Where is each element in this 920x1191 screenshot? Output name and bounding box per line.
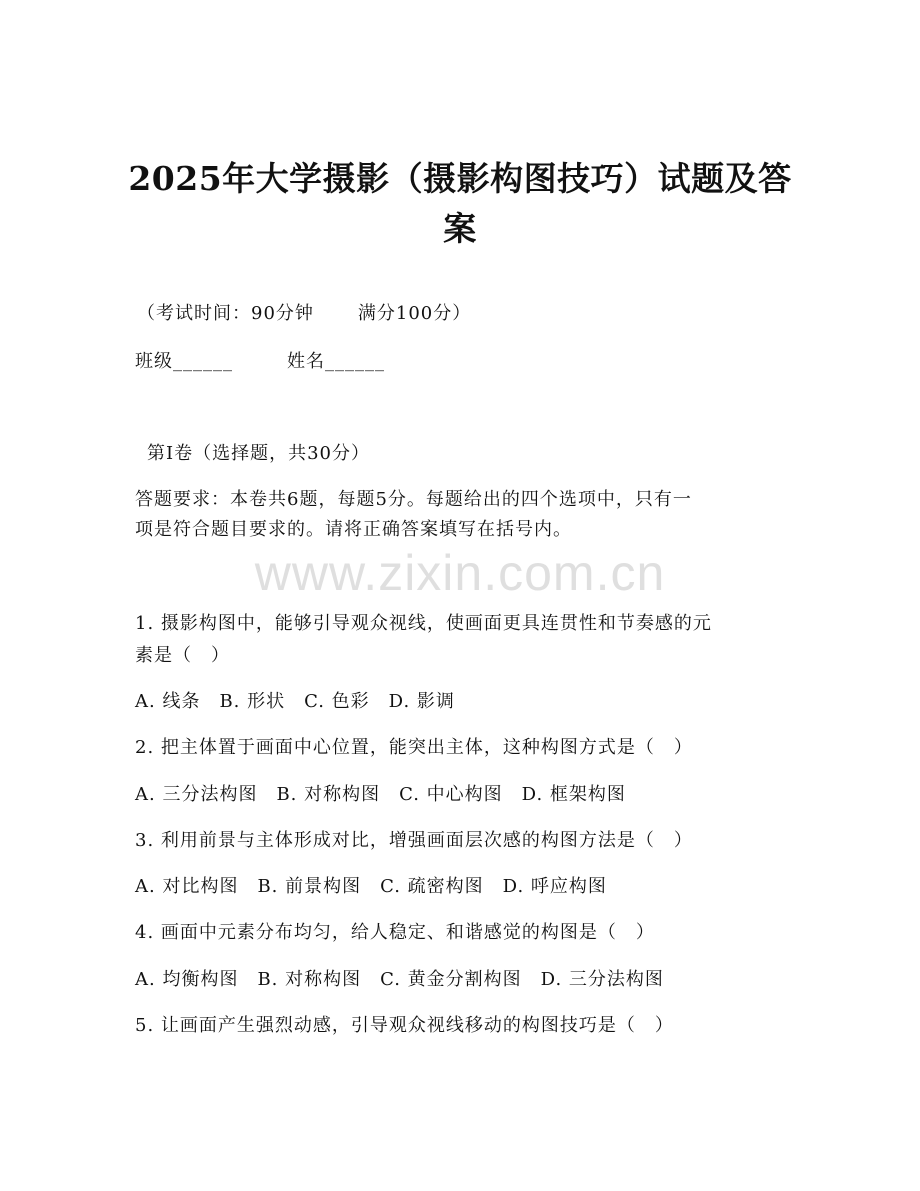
question-1-stem-line-1: 1. 摄影构图中，能够引导观众视线，使画面更具连贯性和节奏感的元 [135,613,712,634]
question-2-stem: 2. 把主体置于画面中心位置，能突出主体，这种构图方式是（ ） [135,737,693,758]
question-1-stem-line-2: 素是（ ） [135,645,230,666]
watermark: www.zixin.com.cn [254,545,666,601]
exam-info [137,305,471,323]
document-title-line-2: 案 [443,209,477,248]
question-4-stem: 4. 画面中元素分布均匀，给人稳定、和谐感觉的构图是（ ） [135,922,655,943]
document-title-line-1: 2025年大学摄影（摄影构图技巧）试题及答 [128,159,792,198]
section-heading: 第Ⅰ卷（选择题，共30分） [147,443,371,464]
exam-score: 满分100分） [357,303,472,324]
question-4-options: A. 均衡构图 B. 对称构图 C. 黄金分割构图 D. 三分法构图 [135,969,664,990]
name-field: 姓名______ [287,351,385,372]
question-5-stem: 5. 让画面产生强烈动感，引导观众视线移动的构图技巧是（ ） [135,1015,674,1036]
class-field: 班级______ [135,351,233,372]
question-3-options: A. 对比构图 B. 前景构图 C. 疏密构图 D. 呼应构图 [135,876,607,897]
student-fields [135,353,385,371]
exam-time: （考试时间：90分钟 [137,303,314,324]
instructions-line-1: 答题要求：本卷共6题，每题5分。每题给出的四个选项中，只有一 [135,489,692,510]
instructions-line-2: 项是符合题目要求的。请将正确答案填写在括号内。 [135,519,572,540]
question-3-stem: 3. 利用前景与主体形成对比，增强画面层次感的构图方法是（ ） [135,830,693,851]
question-1-options: A. 线条 B. 形状 C. 色彩 D. 影调 [135,691,455,712]
question-2-options: A. 三分法构图 B. 对称构图 C. 中心构图 D. 框架构图 [135,784,626,805]
